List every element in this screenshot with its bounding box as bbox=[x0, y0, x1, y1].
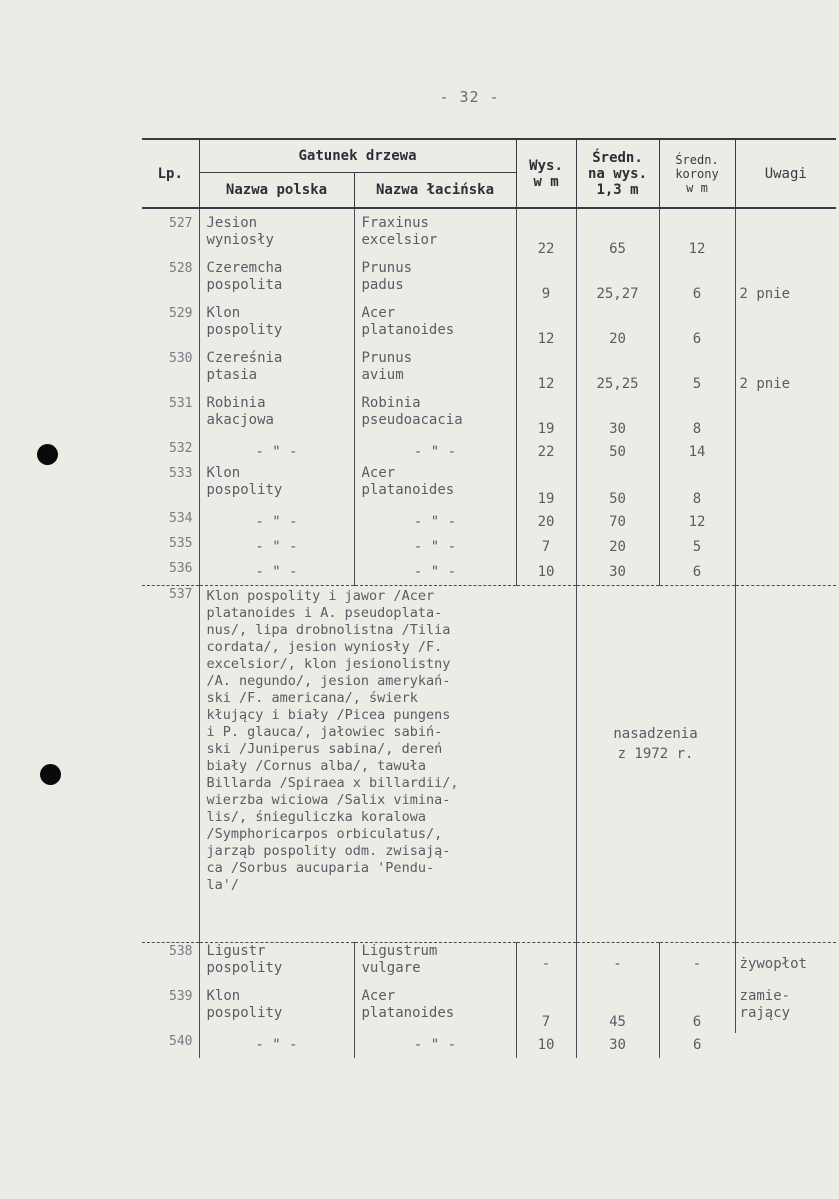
table-row-mixed-planting bbox=[142, 586, 836, 943]
row-latin-name: Fraxinus excelsior bbox=[354, 208, 516, 260]
header-crown bbox=[659, 139, 735, 208]
description-line: nus/, lipa drobnolistna /Tilia bbox=[206, 622, 451, 638]
row-latin-name: Acer platanoides bbox=[354, 465, 516, 510]
description-line: biały /Cornus alba/, tawuła bbox=[206, 758, 426, 774]
row-polish-name: Robinia akacjowa bbox=[199, 395, 354, 440]
description-line: wierzba wiciowa /Salix vimina- bbox=[206, 792, 451, 808]
header-notes: Uwagi bbox=[735, 139, 836, 208]
row-height: 19 bbox=[516, 395, 576, 440]
header-height-line2: w m bbox=[533, 173, 559, 190]
row-latin-name: Prunus padus bbox=[354, 260, 516, 305]
row-crown: 6 bbox=[659, 260, 735, 305]
row-crown: 5 bbox=[659, 350, 735, 395]
table-row bbox=[142, 465, 836, 510]
row-crown: 8 bbox=[659, 465, 735, 510]
row-polish-name: Czeremcha pospolita bbox=[199, 260, 354, 305]
row-notes: 2 pnie bbox=[735, 350, 836, 395]
header-species-group: Gatunek drzewa bbox=[199, 139, 516, 173]
table-row bbox=[142, 560, 836, 586]
row-lp: 539 bbox=[169, 989, 193, 1004]
row-notes: żywopłot bbox=[735, 943, 836, 989]
row-polish-name: Klon pospolity bbox=[199, 305, 354, 350]
description-line: /A. negundo/, jesion amerykań- bbox=[206, 673, 451, 689]
row-polish-name: Klon pospolity bbox=[199, 465, 354, 510]
description-line: Billarda /Spiraea x billardii/, bbox=[206, 775, 459, 791]
row-lp: 529 bbox=[169, 306, 193, 321]
header-diameter-line2: na wys. bbox=[588, 165, 648, 182]
table-row bbox=[142, 1033, 836, 1058]
row-polish-name: - " - bbox=[199, 560, 354, 586]
row-height: 12 bbox=[516, 305, 576, 350]
note-line-1: nasadzenia bbox=[613, 726, 698, 742]
header-diameter bbox=[576, 139, 659, 208]
description-line: jarząb pospolity odm. zwisają- bbox=[206, 843, 451, 859]
row-lp: 540 bbox=[169, 1034, 193, 1049]
row-latin-name: - " - bbox=[354, 1033, 516, 1058]
row-crown: - bbox=[659, 943, 735, 989]
description-line: lis/, śnieguliczka koralowa bbox=[206, 809, 426, 825]
row-diameter: 45 bbox=[576, 988, 659, 1033]
row-diameter: 30 bbox=[576, 560, 659, 586]
row-crown: 12 bbox=[659, 208, 735, 260]
description-line: i P. glauca/, jałowiec sabiń- bbox=[206, 724, 443, 740]
header-lp: Lp. bbox=[142, 139, 199, 208]
row-crown: 6 bbox=[659, 305, 735, 350]
mixed-planting-description bbox=[199, 586, 576, 943]
row-diameter: - bbox=[576, 943, 659, 989]
row-height: 7 bbox=[516, 988, 576, 1033]
row-notes bbox=[735, 560, 836, 586]
row-height: 10 bbox=[516, 560, 576, 586]
table-row bbox=[142, 208, 836, 260]
row-lp: 536 bbox=[169, 561, 193, 576]
row-latin-name: Ligustrum vulgare bbox=[354, 943, 516, 989]
row-polish-name: Klon pospolity bbox=[199, 988, 354, 1033]
row-notes bbox=[735, 1033, 836, 1058]
row-lp: 528 bbox=[169, 261, 193, 276]
mixed-planting-note bbox=[576, 586, 735, 943]
header-height bbox=[516, 139, 576, 208]
row-height: - bbox=[516, 943, 576, 989]
table-row bbox=[142, 260, 836, 305]
row-notes: zamie- rający bbox=[735, 988, 836, 1033]
header-latin-name: Nazwa łacińska bbox=[354, 173, 516, 209]
table-row bbox=[142, 535, 836, 560]
row-latin-name: - " - bbox=[354, 560, 516, 586]
header-polish-name: Nazwa polska bbox=[199, 173, 354, 209]
row-diameter: 65 bbox=[576, 208, 659, 260]
row-crown: 8 bbox=[659, 395, 735, 440]
table-row bbox=[142, 988, 836, 1033]
row-height: 9 bbox=[516, 260, 576, 305]
row-notes bbox=[735, 586, 836, 943]
row-polish-name: - " - bbox=[199, 1033, 354, 1058]
row-polish-name: - " - bbox=[199, 440, 354, 465]
table-row bbox=[142, 350, 836, 395]
header-diameter-line1: Średn. bbox=[592, 149, 643, 166]
row-notes bbox=[735, 440, 836, 465]
header-diameter-line3: 1,3 m bbox=[596, 181, 639, 198]
row-height: 10 bbox=[516, 1033, 576, 1058]
table-row bbox=[142, 395, 836, 440]
row-notes bbox=[735, 510, 836, 535]
row-latin-name: Acer platanoides bbox=[354, 305, 516, 350]
row-polish-name: - " - bbox=[199, 510, 354, 535]
description-line: la'/ bbox=[206, 877, 240, 893]
header-height-line1: Wys. bbox=[529, 157, 563, 174]
row-latin-name: - " - bbox=[354, 440, 516, 465]
row-polish-name: Czereśnia ptasia bbox=[199, 350, 354, 395]
row-diameter: 70 bbox=[576, 510, 659, 535]
row-diameter: 25,25 bbox=[576, 350, 659, 395]
table-row bbox=[142, 510, 836, 535]
row-crown: 5 bbox=[659, 535, 735, 560]
tree-inventory-table bbox=[142, 138, 836, 1058]
row-latin-name: - " - bbox=[354, 535, 516, 560]
row-height: 12 bbox=[516, 350, 576, 395]
description-line: kłujący i biały /Picea pungens bbox=[206, 707, 451, 723]
row-diameter: 20 bbox=[576, 305, 659, 350]
row-height: 19 bbox=[516, 465, 576, 510]
table-row bbox=[142, 305, 836, 350]
row-notes bbox=[735, 535, 836, 560]
row-height: 22 bbox=[516, 208, 576, 260]
description-line: ski /Juniperus sabina/, dereń bbox=[206, 741, 443, 757]
row-latin-name: Robinia pseudoacacia bbox=[354, 395, 516, 440]
row-crown: 6 bbox=[659, 1033, 735, 1058]
row-notes bbox=[735, 208, 836, 260]
row-notes bbox=[735, 395, 836, 440]
table-row bbox=[142, 440, 836, 465]
row-latin-name: Prunus avium bbox=[354, 350, 516, 395]
description-line: Klon pospolity i jawor /Acer bbox=[206, 588, 435, 604]
header-crown-line3: w m bbox=[686, 180, 708, 195]
row-lp: 531 bbox=[169, 396, 193, 411]
row-crown: 6 bbox=[659, 988, 735, 1033]
row-diameter: 30 bbox=[576, 395, 659, 440]
note-line-2: z 1972 r. bbox=[617, 746, 694, 762]
row-diameter: 25,27 bbox=[576, 260, 659, 305]
row-crown: 6 bbox=[659, 560, 735, 586]
description-line: ski /F. americana/, świerk bbox=[206, 690, 418, 706]
row-lp: 537 bbox=[142, 586, 199, 943]
description-line: excelsior/, klon jesionolistny bbox=[206, 656, 451, 672]
table-row bbox=[142, 943, 836, 989]
row-latin-name: - " - bbox=[354, 510, 516, 535]
binder-hole-top bbox=[37, 444, 58, 465]
page-number: - 32 - bbox=[439, 88, 500, 106]
row-lp: 530 bbox=[169, 351, 193, 366]
row-crown: 12 bbox=[659, 510, 735, 535]
row-diameter: 30 bbox=[576, 1033, 659, 1058]
row-height: 22 bbox=[516, 440, 576, 465]
row-polish-name: Jesion wyniosły bbox=[199, 208, 354, 260]
description-line: /Symphoricarpos orbiculatus/, bbox=[206, 826, 443, 842]
description-line: platanoides i A. pseudoplata- bbox=[206, 605, 443, 621]
row-notes bbox=[735, 305, 836, 350]
row-diameter: 50 bbox=[576, 440, 659, 465]
binder-hole-bottom bbox=[40, 764, 61, 785]
row-diameter: 20 bbox=[576, 535, 659, 560]
row-notes bbox=[735, 465, 836, 510]
row-diameter: 50 bbox=[576, 465, 659, 510]
row-lp: 527 bbox=[169, 216, 193, 231]
row-lp: 532 bbox=[169, 441, 193, 456]
row-lp: 533 bbox=[169, 466, 193, 481]
row-height: 7 bbox=[516, 535, 576, 560]
row-latin-name: Acer platanoides bbox=[354, 988, 516, 1033]
row-lp: 535 bbox=[169, 536, 193, 551]
row-crown: 14 bbox=[659, 440, 735, 465]
header-crown-line2: korony bbox=[675, 166, 719, 181]
row-notes: 2 pnie bbox=[735, 260, 836, 305]
description-line: ca /Sorbus aucuparia 'Pendu- bbox=[206, 860, 435, 876]
description-line: cordata/, jesion wyniosły /F. bbox=[206, 639, 443, 655]
row-polish-name: Ligustr pospolity bbox=[199, 943, 354, 989]
row-lp: 538 bbox=[169, 944, 193, 959]
row-lp: 534 bbox=[169, 511, 193, 526]
row-polish-name: - " - bbox=[199, 535, 354, 560]
row-height: 20 bbox=[516, 510, 576, 535]
header-crown-line1: Średn. bbox=[675, 152, 719, 167]
